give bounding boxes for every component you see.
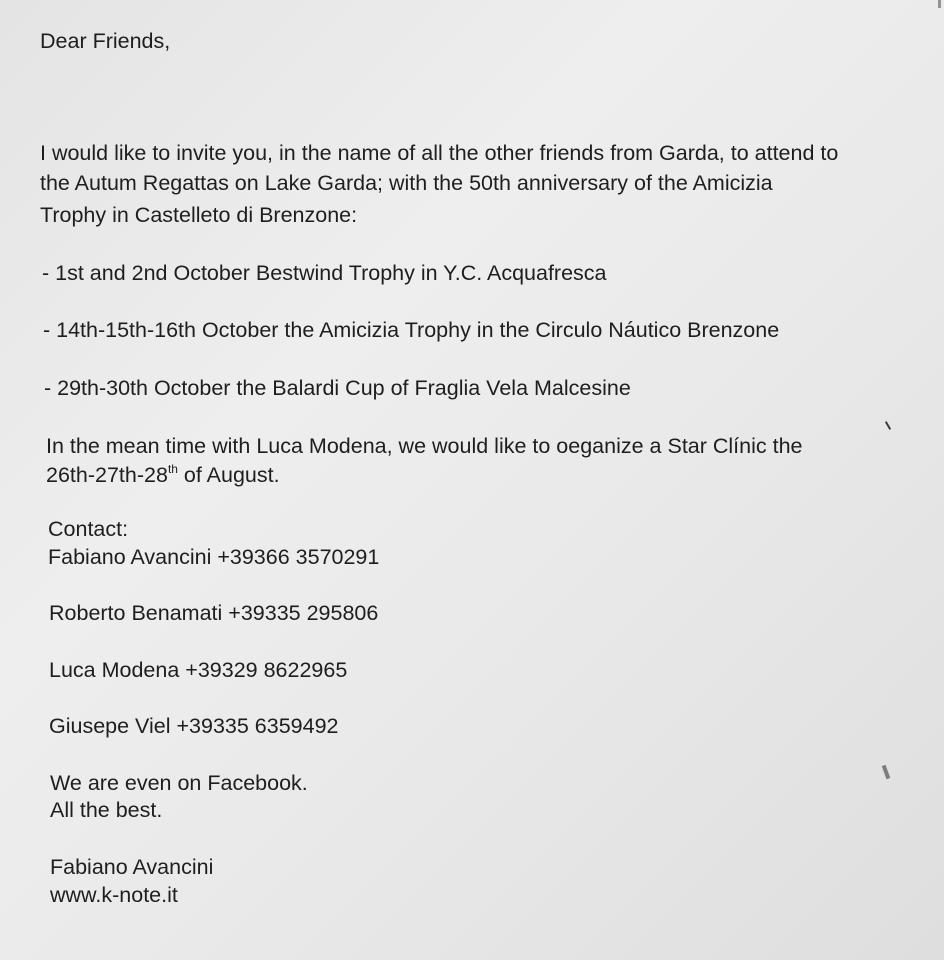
paper-mark	[938, 0, 941, 8]
closing-line: All the best.	[50, 798, 163, 822]
event-item: - 14th-15th-16th October the Amicizia Trophy in the Circulo Náutico Brenzone	[43, 318, 780, 342]
clinic-dates	[46, 462, 280, 487]
paper-mark	[885, 421, 891, 430]
greeting: Dear Friends,	[40, 29, 171, 53]
signature-name: Fabiano Avancini	[50, 855, 214, 879]
clinic-dates-prefix: 26th-27th-28	[46, 463, 168, 487]
contact-heading: Contact:	[48, 517, 129, 541]
contact-person: Giusepe Viel +39335 6359492	[49, 714, 339, 738]
event-item: - 29th-30th October the Balardi Cup of Fraglia Vela Malcesine	[44, 376, 631, 400]
intro-line: the Autum Regattas on Lake Garda; with the 50th anniversary of the Amicizia	[40, 171, 773, 195]
intro-line: I would like to invite you, in the name of all the other friends from Garda, to attend to	[40, 141, 839, 165]
closing-line: We are even on Facebook.	[50, 771, 308, 795]
contact-person: Fabiano Avancini +39366 3570291	[48, 545, 380, 569]
clinic-line: In the mean time with Luca Modena, we would like to oeganize a Star Clínic the	[46, 434, 803, 458]
intro-line: Trophy in Castelleto di Brenzone:	[40, 203, 358, 227]
clinic-dates-suffix: of August.	[177, 463, 280, 487]
event-item: - 1st and 2nd October Bestwind Trophy in Y.C. Acquafresca	[42, 261, 607, 285]
signature-website: www.k-note.it	[50, 883, 178, 907]
clinic-dates-sup: th	[167, 462, 178, 476]
contact-person: Luca Modena +39329 8622965	[49, 658, 348, 682]
paper-mark	[882, 765, 891, 780]
contact-person: Roberto Benamati +39335 295806	[49, 601, 379, 625]
